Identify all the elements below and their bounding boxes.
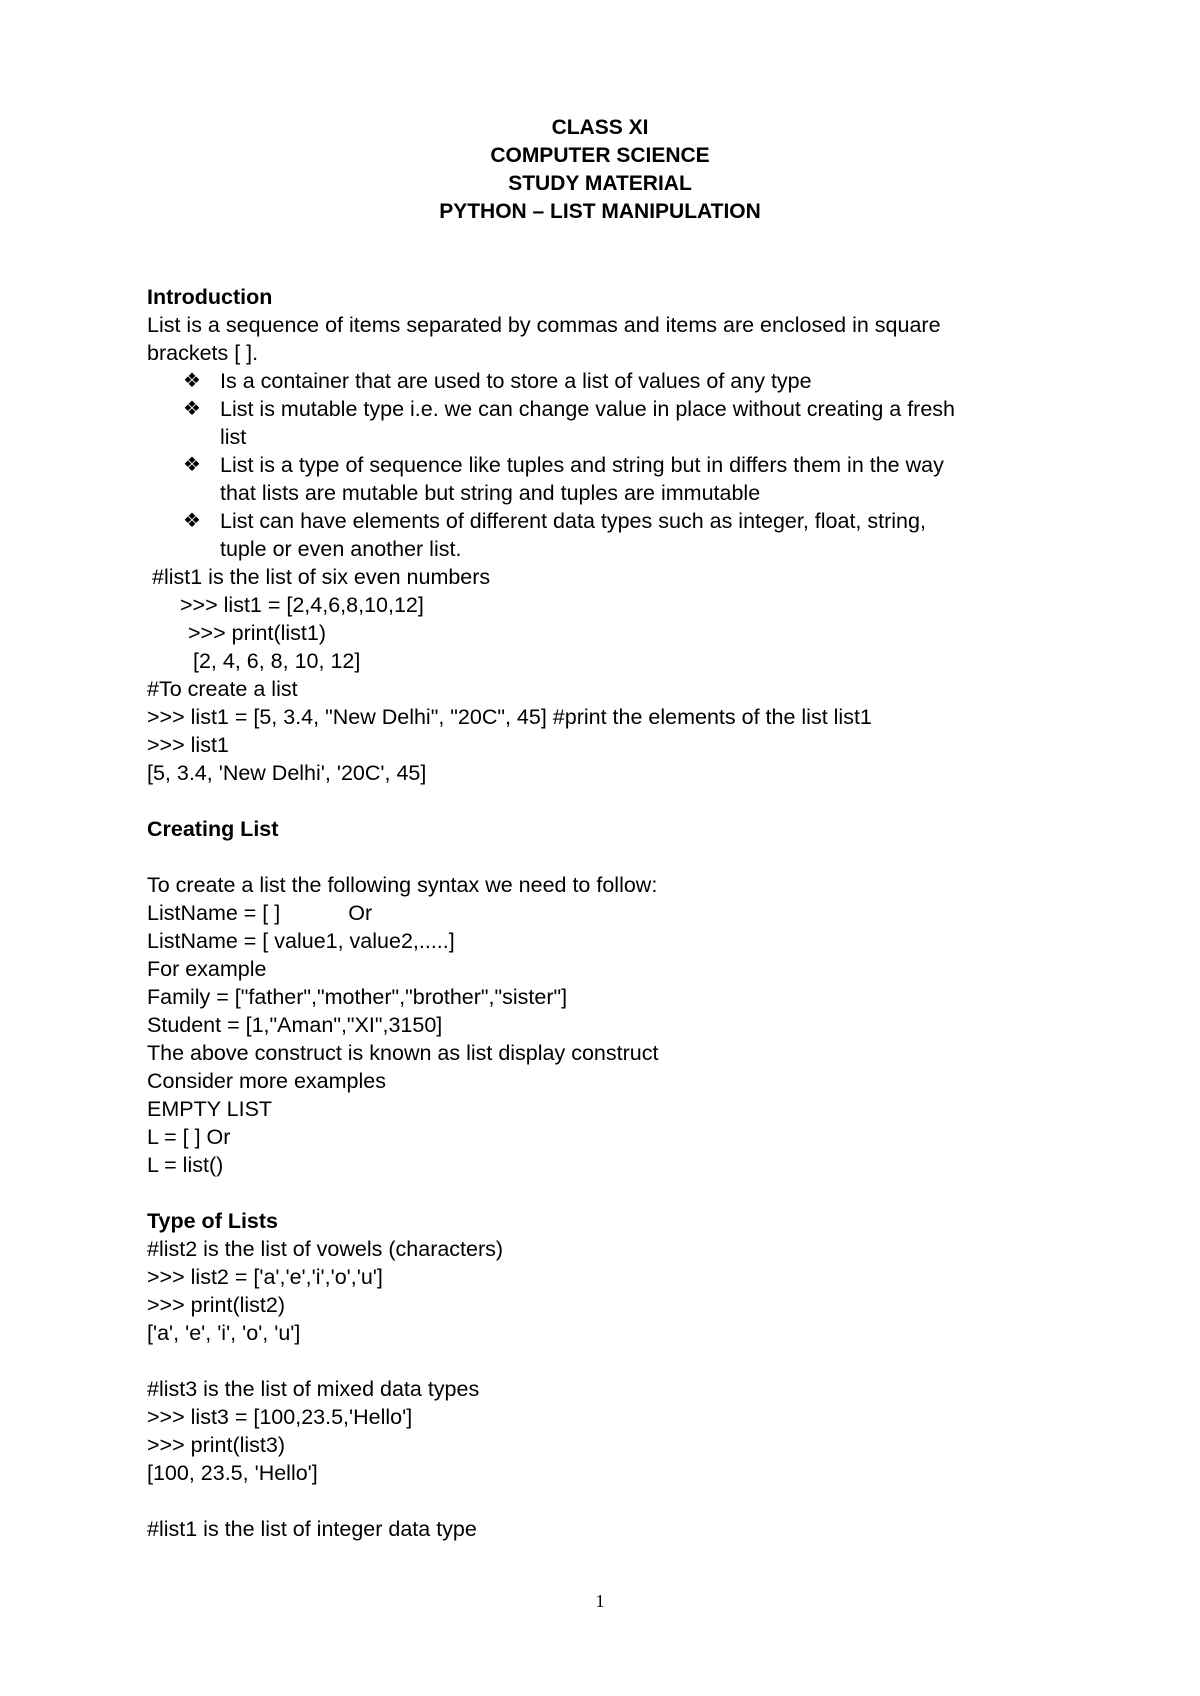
header-topic: PYTHON – LIST MANIPULATION xyxy=(439,200,761,223)
code-line: >>> list1 xyxy=(147,733,229,757)
text-line: The above construct is known as list display construct xyxy=(147,1041,659,1065)
section-heading-type-of-lists: Type of Lists xyxy=(147,1209,279,1233)
document-body xyxy=(147,283,1067,1543)
spacer xyxy=(147,787,1067,815)
bullet-text: List is a type of sequence like tuples and string but in differs them in the way xyxy=(220,453,944,477)
code-line: >>> print(list1) xyxy=(188,621,327,645)
code-output: ['a', 'e', 'i', 'o', 'u'] xyxy=(147,1321,301,1345)
spacer xyxy=(147,1179,1067,1207)
code-line: >>> print(list3) xyxy=(147,1433,286,1457)
spacer xyxy=(147,843,1067,871)
bullet-text: Is a container that are used to store a list of values of any type xyxy=(220,369,812,393)
intro-paragraph-line: List is a sequence of items separated by commas and items are enclosed in square xyxy=(147,313,941,337)
code-line: L = [ ] Or xyxy=(147,1125,231,1149)
text-line: For example xyxy=(147,957,267,981)
bullet-text: tuple or even another list. xyxy=(220,537,462,561)
code-output: [5, 3.4, 'New Delhi', '20C', 45] xyxy=(147,761,427,785)
syntax-line: ListName = [ value1, value2,.....] xyxy=(147,929,455,953)
bullet-text: List can have elements of different data types such as integer, float, string, xyxy=(220,509,926,533)
text-line: Consider more examples xyxy=(147,1069,386,1093)
bullet-diamond-icon: ❖ xyxy=(183,510,201,532)
page-number: 1 xyxy=(595,1591,605,1611)
code-comment: #list1 is the list of six even numbers xyxy=(152,565,491,589)
bullet-diamond-icon: ❖ xyxy=(183,398,201,420)
code-comment: #To create a list xyxy=(147,677,298,701)
bullet-item xyxy=(147,451,1067,507)
code-comment: #list1 is the list of integer data type xyxy=(147,1517,477,1541)
intro-bullet-list xyxy=(147,367,1067,563)
text-line: To create a list the following syntax we need to follow: xyxy=(147,873,658,897)
code-line: >>> list3 = [100,23.5,'Hello'] xyxy=(147,1405,413,1429)
header-class: CLASS XI xyxy=(551,116,649,139)
code-line: L = list() xyxy=(147,1153,224,1177)
spacer xyxy=(147,1347,1067,1375)
code-line: Family = ["father","mother","brother","sister"] xyxy=(147,985,568,1009)
code-line: Student = [1,"Aman","XI",3150] xyxy=(147,1013,443,1037)
syntax-or: Or xyxy=(348,901,373,925)
intro-paragraph-line: brackets [ ]. xyxy=(147,341,259,365)
spacer xyxy=(147,1487,1067,1515)
code-line: >>> list1 = [5, 3.4, "New Delhi", "20C", 45] #print the elements of the list list1 xyxy=(147,705,872,729)
code-comment: #list3 is the list of mixed data types xyxy=(147,1377,480,1401)
bullet-item xyxy=(147,507,1067,563)
document-header xyxy=(0,114,1200,226)
bullet-text: that lists are mutable but string and tuples are immutable xyxy=(220,481,761,505)
syntax-line xyxy=(147,899,1067,927)
bullet-text: list xyxy=(220,425,247,449)
code-line: >>> print(list2) xyxy=(147,1293,286,1317)
code-line: >>> list2 = ['a','e','i','o','u'] xyxy=(147,1265,383,1289)
code-output: [100, 23.5, 'Hello'] xyxy=(147,1461,318,1485)
code-output: [2, 4, 6, 8, 10, 12] xyxy=(193,649,361,673)
bullet-text: List is mutable type i.e. we can change value in place without creating a fresh xyxy=(220,397,955,421)
section-heading-creating-list: Creating List xyxy=(147,817,279,841)
bullet-diamond-icon: ❖ xyxy=(183,370,201,392)
code-comment: #list2 is the list of vowels (characters) xyxy=(147,1237,504,1261)
header-subject: COMPUTER SCIENCE xyxy=(490,144,710,167)
bullet-diamond-icon: ❖ xyxy=(183,454,201,476)
bullet-item xyxy=(147,367,1067,395)
syntax-empty: ListName = [ ] xyxy=(147,901,281,925)
text-line: EMPTY LIST xyxy=(147,1097,273,1121)
bullet-item xyxy=(147,395,1067,451)
section-heading-introduction: Introduction xyxy=(147,285,273,309)
code-line: >>> list1 = [2,4,6,8,10,12] xyxy=(180,593,424,617)
header-material: STUDY MATERIAL xyxy=(508,172,692,195)
